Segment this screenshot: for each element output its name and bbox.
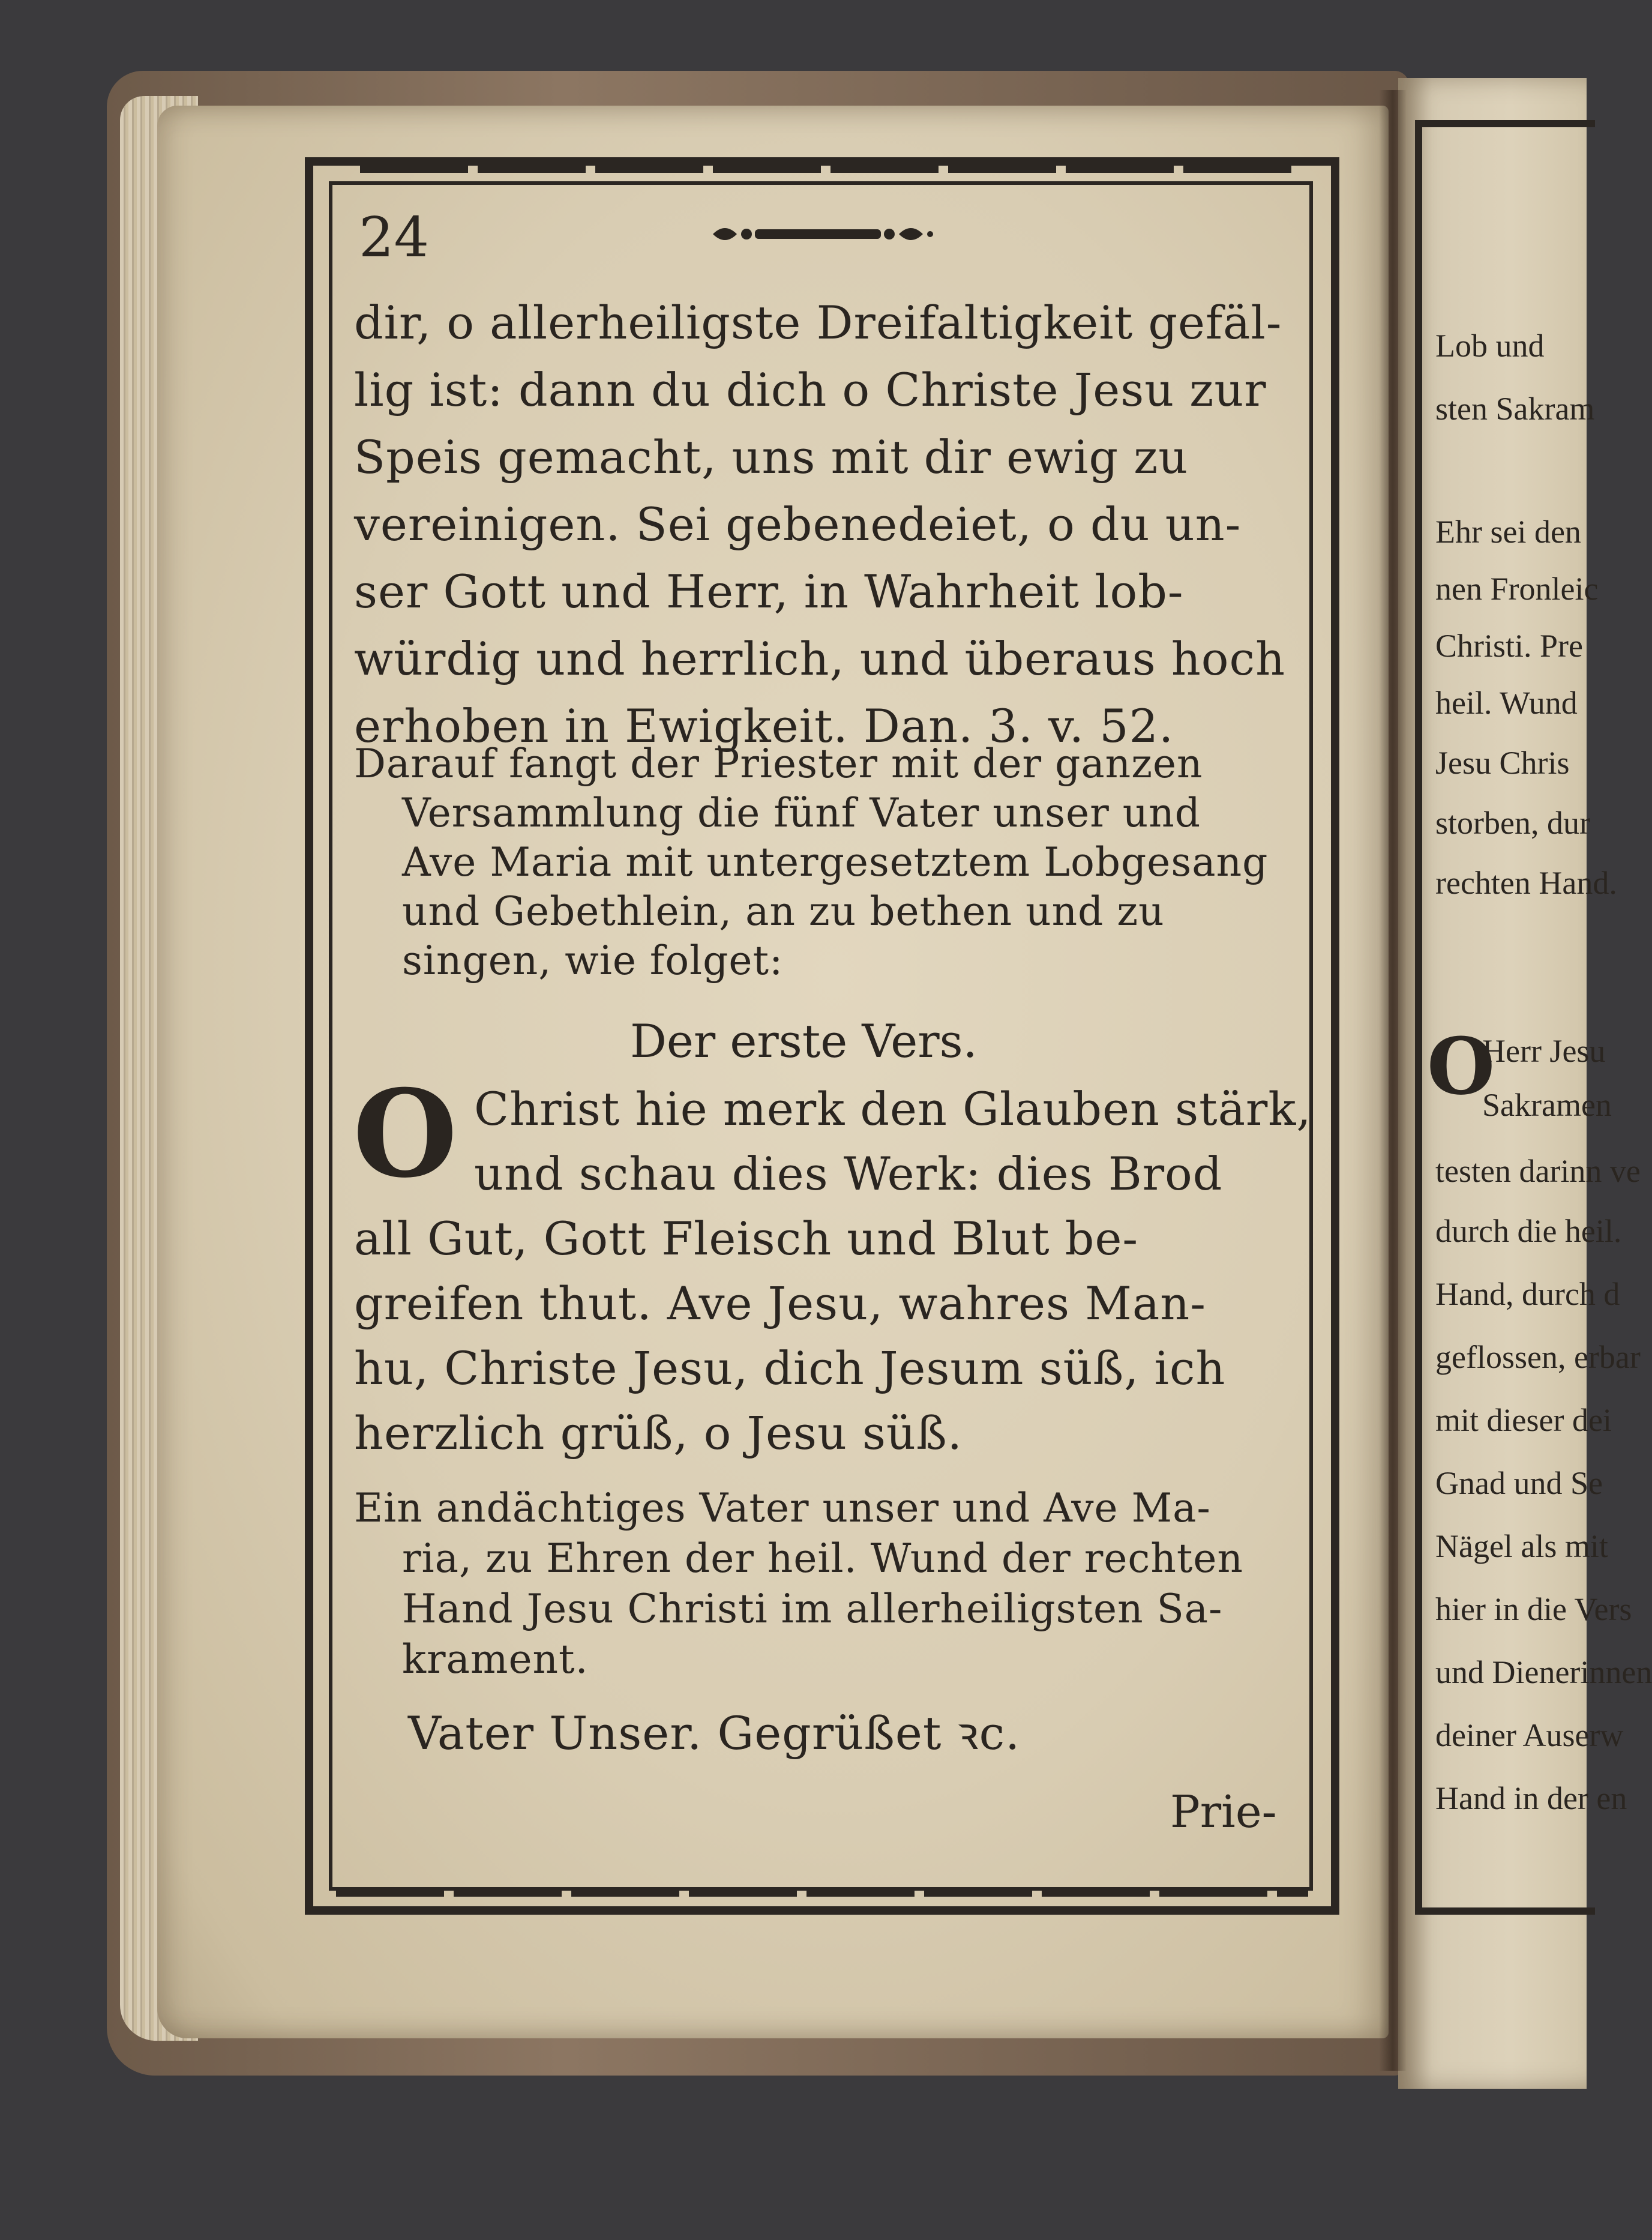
right-page-line: Ehr sei den — [1435, 514, 1581, 550]
bottom-rule — [336, 1889, 1308, 1897]
right-page-line: mit dieser dei — [1435, 1402, 1612, 1438]
rubric-line: Ave Maria mit untergesetztem Lobgesang — [402, 839, 1269, 885]
top-rule — [360, 166, 1296, 173]
text-line: lig ist: dann du dich o Christe Jesu zur — [354, 363, 1267, 417]
prayer-line: Hand Jesu Christi im allerheiligsten Sa- — [402, 1586, 1223, 1632]
verse-line: all Gut, Gott Fleisch und Blut be- — [354, 1212, 1139, 1265]
right-page-line: Jesu Chris — [1435, 745, 1570, 781]
right-page-line: deiner Auserw — [1435, 1717, 1624, 1753]
right-page-line: Christi. Pre — [1435, 628, 1584, 664]
verse-heading: Der erste Vers. — [630, 1014, 978, 1068]
text-line: erhoben in Ewigkeit. Dan. 3. v. 52. — [354, 699, 1174, 753]
text-line: Speis gemacht, uns mit dir ewig zu — [354, 430, 1189, 484]
right-page-border — [1415, 120, 1595, 1915]
book-gutter — [1379, 90, 1407, 2071]
right-page-line: Herr Jesu — [1482, 1033, 1606, 1069]
page-number: 24 — [359, 205, 430, 269]
right-page-line: und Dienerinnen — [1435, 1654, 1652, 1690]
right-page-line: Sakramen — [1482, 1087, 1612, 1123]
rubric-line: und Gebethlein, an zu bethen und zu — [402, 888, 1165, 935]
right-page-line: sten Sakram — [1435, 391, 1595, 427]
right-page-line: rechten Hand. — [1435, 865, 1617, 901]
right-page-line: Gnad und Se — [1435, 1465, 1603, 1501]
verse-line: Christ hie merk den Glauben stärk, — [474, 1082, 1312, 1136]
right-page-line: nen Fronleic — [1435, 571, 1599, 607]
right-page-line: heil. Wund — [1435, 685, 1578, 721]
right-page-initial: O — [1427, 1020, 1495, 1112]
right-page-line: geflossen, erbar — [1435, 1339, 1641, 1375]
text-line: ser Gott und Herr, in Wahrheit lob- — [354, 565, 1184, 618]
text-line: würdig und herrlich, und überaus hoch — [354, 632, 1286, 685]
prayer-line: krament. — [402, 1636, 589, 1682]
verse-line: herzlich grüß, o Jesu süß. — [354, 1406, 963, 1460]
right-page-line: Lob und — [1435, 328, 1545, 364]
verse-line: und schau dies Werk: dies Brod — [474, 1147, 1223, 1200]
text-line: dir, o allerheiligste Dreifaltigkeit gefäl- — [354, 296, 1282, 349]
rubric-line: Darauf fangt der Priester mit der ganzen — [354, 741, 1203, 787]
prayer-line: ria, zu Ehren der heil. Wund der rechten — [402, 1535, 1243, 1582]
closing-line: Vater Unser. Gegrüßet ꝛc. — [408, 1706, 1021, 1760]
right-page-line: Hand in der en — [1435, 1780, 1627, 1816]
text-line: vereinigen. Sei gebenedeiet, o du un- — [354, 498, 1242, 551]
right-page-line: testen darinn ve — [1435, 1153, 1641, 1189]
right-page-line: hier in die Vers — [1435, 1591, 1632, 1627]
drop-cap-initial: O — [353, 1064, 458, 1205]
right-page-line: storben, dur — [1435, 805, 1590, 841]
right-page-line: Hand, durch d — [1435, 1276, 1620, 1312]
rubric-line: singen, wie folget: — [402, 938, 784, 984]
rubric-line: Versammlung die fünf Vater unser und — [402, 790, 1201, 836]
header-ornament-icon — [707, 222, 935, 246]
verse-line: hu, Christe Jesu, dich Jesum süß, ich — [354, 1341, 1226, 1395]
catchword: Prie- — [1170, 1786, 1277, 1838]
right-page-line: Nägel als mit — [1435, 1528, 1608, 1564]
prayer-line: Ein andächtiges Vater unser und Ave Ma- — [354, 1485, 1211, 1531]
right-page-line: durch die heil. — [1435, 1213, 1622, 1249]
verse-line: greifen thut. Ave Jesu, wahres Man- — [354, 1277, 1206, 1330]
